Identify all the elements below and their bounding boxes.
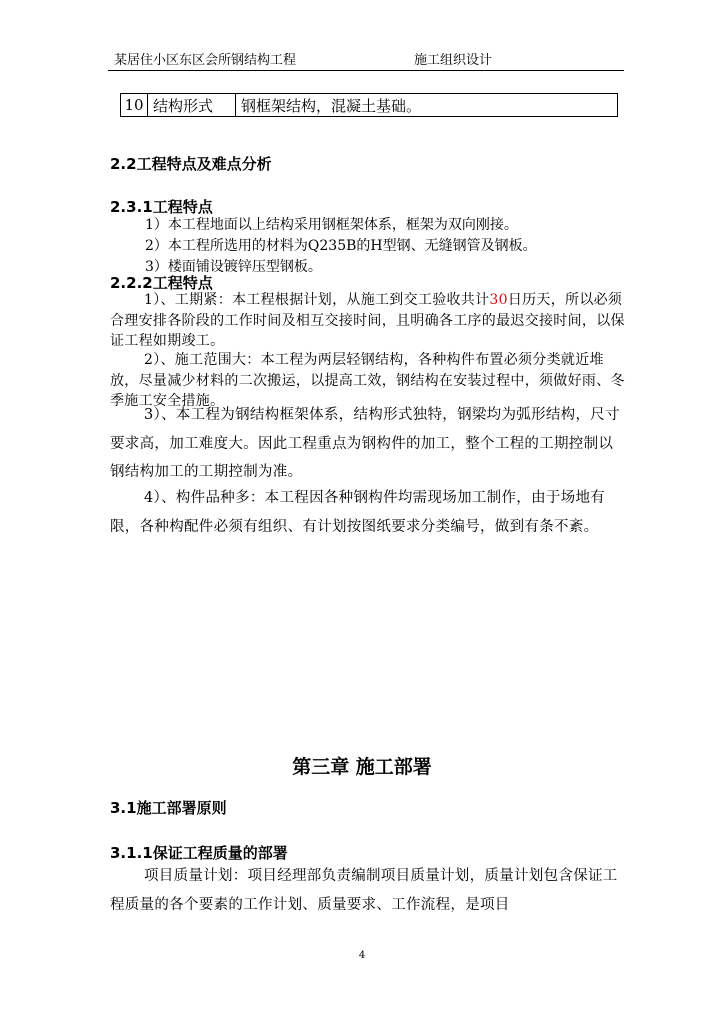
- paragraph-structure: 3）、本工程为钢结构框架体系，结构形式独特，钢梁均为弧形结构，尺寸要求高，加工难度大。因此工程重点为钢构件的加工，整个工程的工期控制以钢结构加工的工期控制为准。: [110, 407, 620, 480]
- table-row: [121, 94, 618, 117]
- section-heading-3-1: 3.1施工部署原则: [110, 799, 227, 817]
- list-item: 1）本工程地面以上结构采用钢框架体系，框架为双向刚接。: [145, 217, 518, 233]
- spec-table: [120, 93, 618, 117]
- section-heading-2-2: 2.2工程特点及难点分析: [110, 155, 272, 173]
- list-item: 3）楼面铺设镀锌压型钢板。: [145, 259, 322, 275]
- paragraph-text: 日历天，所以必须合理安排各阶段的工作时间及相互交接时间，且明确各工序的最迟交接时间，以保证工程如期竣工。: [110, 292, 625, 349]
- highlight-days: 30: [489, 292, 508, 308]
- paragraph-quality-plan: 项目质量计划：项目经理部负责编制项目质量计划，质量计划包含保证工程质量的各个要素的工作计划、质量要求、工作流程，是项目: [110, 868, 618, 913]
- header-project-title: 某居住小区东区会所钢结构工程: [114, 53, 297, 68]
- header-document-type: 施工组织设计: [414, 53, 493, 68]
- paragraph-text: 1）、工期紧：本工程根据计划，从施工到交工验收共计: [144, 292, 490, 308]
- paragraph-components: 4）、构件品种多：本工程因各种钢构件均需现场加工制作，由于场地有限，各种构配件必须有组织、有计划按图纸要求分类编号，做到有条不紊。: [110, 490, 606, 535]
- section-heading-2-3-1: 2.3.1工程特点: [110, 198, 213, 216]
- table-cell-item: 结构形式: [148, 94, 236, 117]
- chapter-title: 第三章 施工部署: [292, 756, 432, 778]
- section-heading-3-1-1: 3.1.1保证工程质量的部署: [110, 844, 288, 862]
- list-item: 2）本工程所选用的材料为Q235B的H型钢、无缝钢管及钢板。: [145, 238, 537, 254]
- paragraph-schedule: [110, 290, 626, 352]
- paragraph-scope: 2）、施工范围大：本工程为两层轻钢结构，各种构件布置必须分类就近堆放，尽量减少材料的二次搬运，以提高工效，钢结构在安装过程中，须做好雨、冬季施工安全措施。: [110, 352, 625, 409]
- table-cell-content: 钢框架结构，混凝土基础。: [236, 94, 618, 117]
- page-header: [108, 50, 624, 71]
- page-number: 4: [358, 950, 366, 961]
- table-cell-number: 10: [121, 94, 148, 117]
- section-heading-2-2-2: 2.2.2工程特点: [110, 274, 213, 292]
